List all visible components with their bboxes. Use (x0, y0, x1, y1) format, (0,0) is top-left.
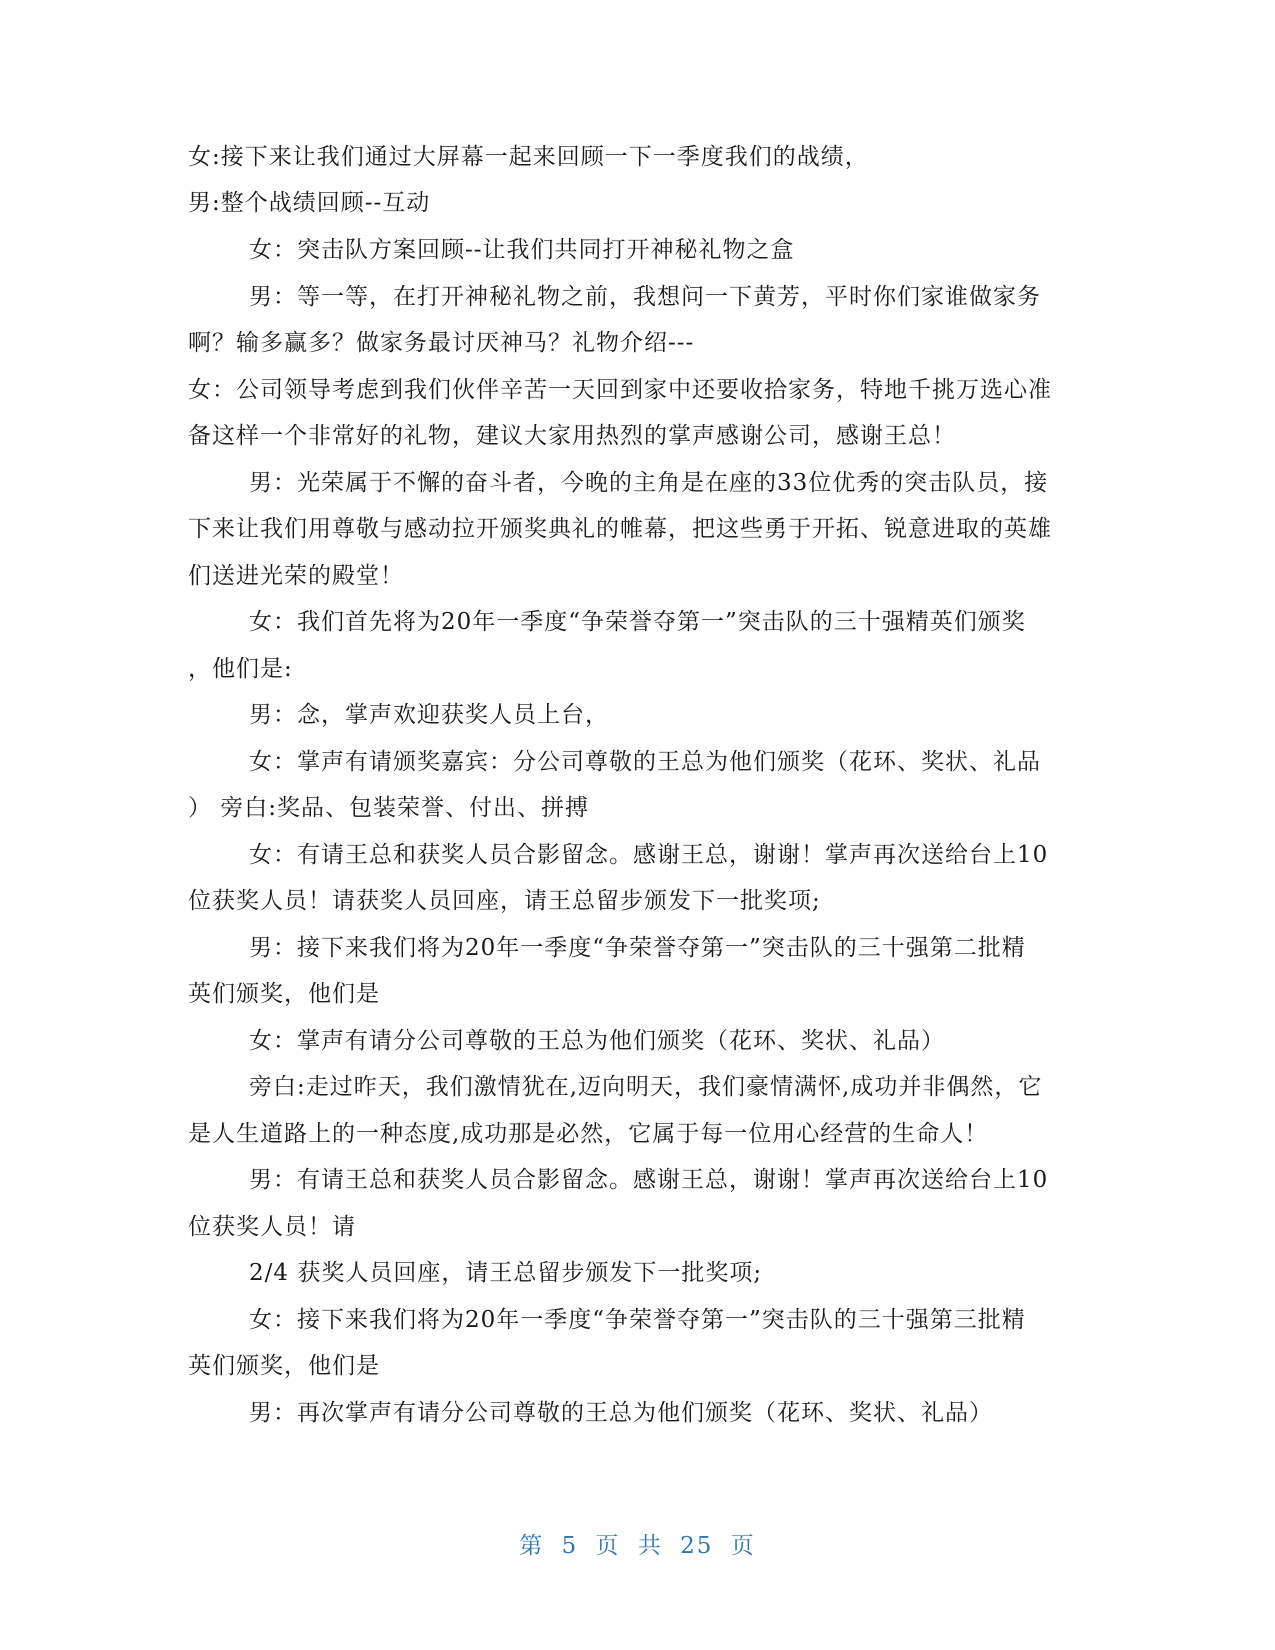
paragraph-line: ） 旁白:奖品、包装荣誉、付出、拼搏 (188, 795, 590, 821)
paragraph-line: 男：光荣属于不懈的奋斗者，今晚的主角是在座的33位优秀的突击队员，接 (249, 470, 1049, 496)
paragraph-line: 男：有请王总和获奖人员合影留念。感谢王总，谢谢！掌声再次送给台上10 (249, 1167, 1049, 1193)
page-label-prefix: 第 (519, 1533, 545, 1559)
paragraph-line: 2/4 获奖人员回座，请王总留步颁发下一批奖项; (249, 1260, 763, 1286)
paragraph-line: 英们颁奖，他们是 (188, 981, 380, 1007)
paragraph-line: 男：念，掌声欢迎获奖人员上台， (249, 702, 609, 728)
paragraph-line: 备这样一个非常好的礼物，建议大家用热烈的掌声感谢公司，感谢王总！ (188, 423, 956, 449)
current-page-number: 5 (561, 1533, 579, 1559)
total-label-prefix: 共 (637, 1533, 663, 1559)
paragraph-line: 女：突击队方案回顾--让我们共同打开神秘礼物之盒 (249, 237, 795, 263)
paragraph-line: 女：公司领导考虑到我们伙伴辛苦一天回到家中还要收拾家务，特地千挑万选心准 (188, 377, 1052, 403)
paragraph-line: 位获奖人员！请 (188, 1214, 356, 1240)
paragraph-line: 女：有请王总和获奖人员合影留念。感谢王总，谢谢！掌声再次送给台上10 (249, 842, 1049, 868)
paragraph-line: 男：再次掌声有请分公司尊敬的王总为他们颁奖（花环、奖状、礼品） (249, 1400, 993, 1426)
paragraph-line: 女：我们首先将为20年一季度“争荣誉夺第一”突击队的三十强精英们颁奖 (249, 609, 1026, 635)
paragraph-line: 位获奖人员！请获奖人员回座，请王总留步颁发下一批奖项; (188, 888, 821, 914)
paragraph-line: 啊？输多赢多？做家务最讨厌神马？礼物介绍--- (188, 330, 695, 356)
paragraph-line: 男：等一等，在打开神秘礼物之前，我想问一下黄芳，平时你们家谁做家务 (249, 284, 1041, 310)
paragraph-line: 男：接下来我们将为20年一季度“争荣誉夺第一”突击队的三十强第二批精 (249, 935, 1026, 961)
paragraph-line: 女：掌声有请分公司尊敬的王总为他们颁奖（花环、奖状、礼品） (249, 1028, 945, 1054)
paragraph-line: 男:整个战绩回顾--互动 (188, 190, 431, 216)
paragraph-line: 女：接下来我们将为20年一季度“争荣誉夺第一”突击队的三十强第三批精 (249, 1307, 1026, 1333)
paragraph-line: 是人生道路上的一种态度,成功那是必然，它属于每一位用心经营的生命人！ (188, 1121, 989, 1147)
paragraph-line: ，他们是: (188, 656, 293, 682)
paragraph-line: 旁白:走过昨天，我们激情犹在,迈向明天，我们豪情满怀,成功并非偶然，它 (249, 1074, 1043, 1100)
page-footer (0, 1531, 1275, 1561)
paragraph-line: 们送进光荣的殿堂！ (188, 563, 404, 589)
page-label-mid: 页 (595, 1533, 621, 1559)
paragraph-line: 下来让我们用尊敬与感动拉开颁奖典礼的帷幕，把这些勇于开拓、锐意进取的英雄 (188, 516, 1052, 542)
paragraph-line: 英们颁奖，他们是 (188, 1353, 380, 1379)
paragraph-line: 女：掌声有请颁奖嘉宾：分公司尊敬的王总为他们颁奖（花环、奖状、礼品 (249, 749, 1041, 775)
total-pages-number: 25 (680, 1533, 714, 1559)
page-label-suffix: 页 (730, 1533, 756, 1559)
paragraph-line: 女:接下来让我们通过大屏幕一起来回顾一下一季度我们的战绩， (188, 144, 869, 170)
